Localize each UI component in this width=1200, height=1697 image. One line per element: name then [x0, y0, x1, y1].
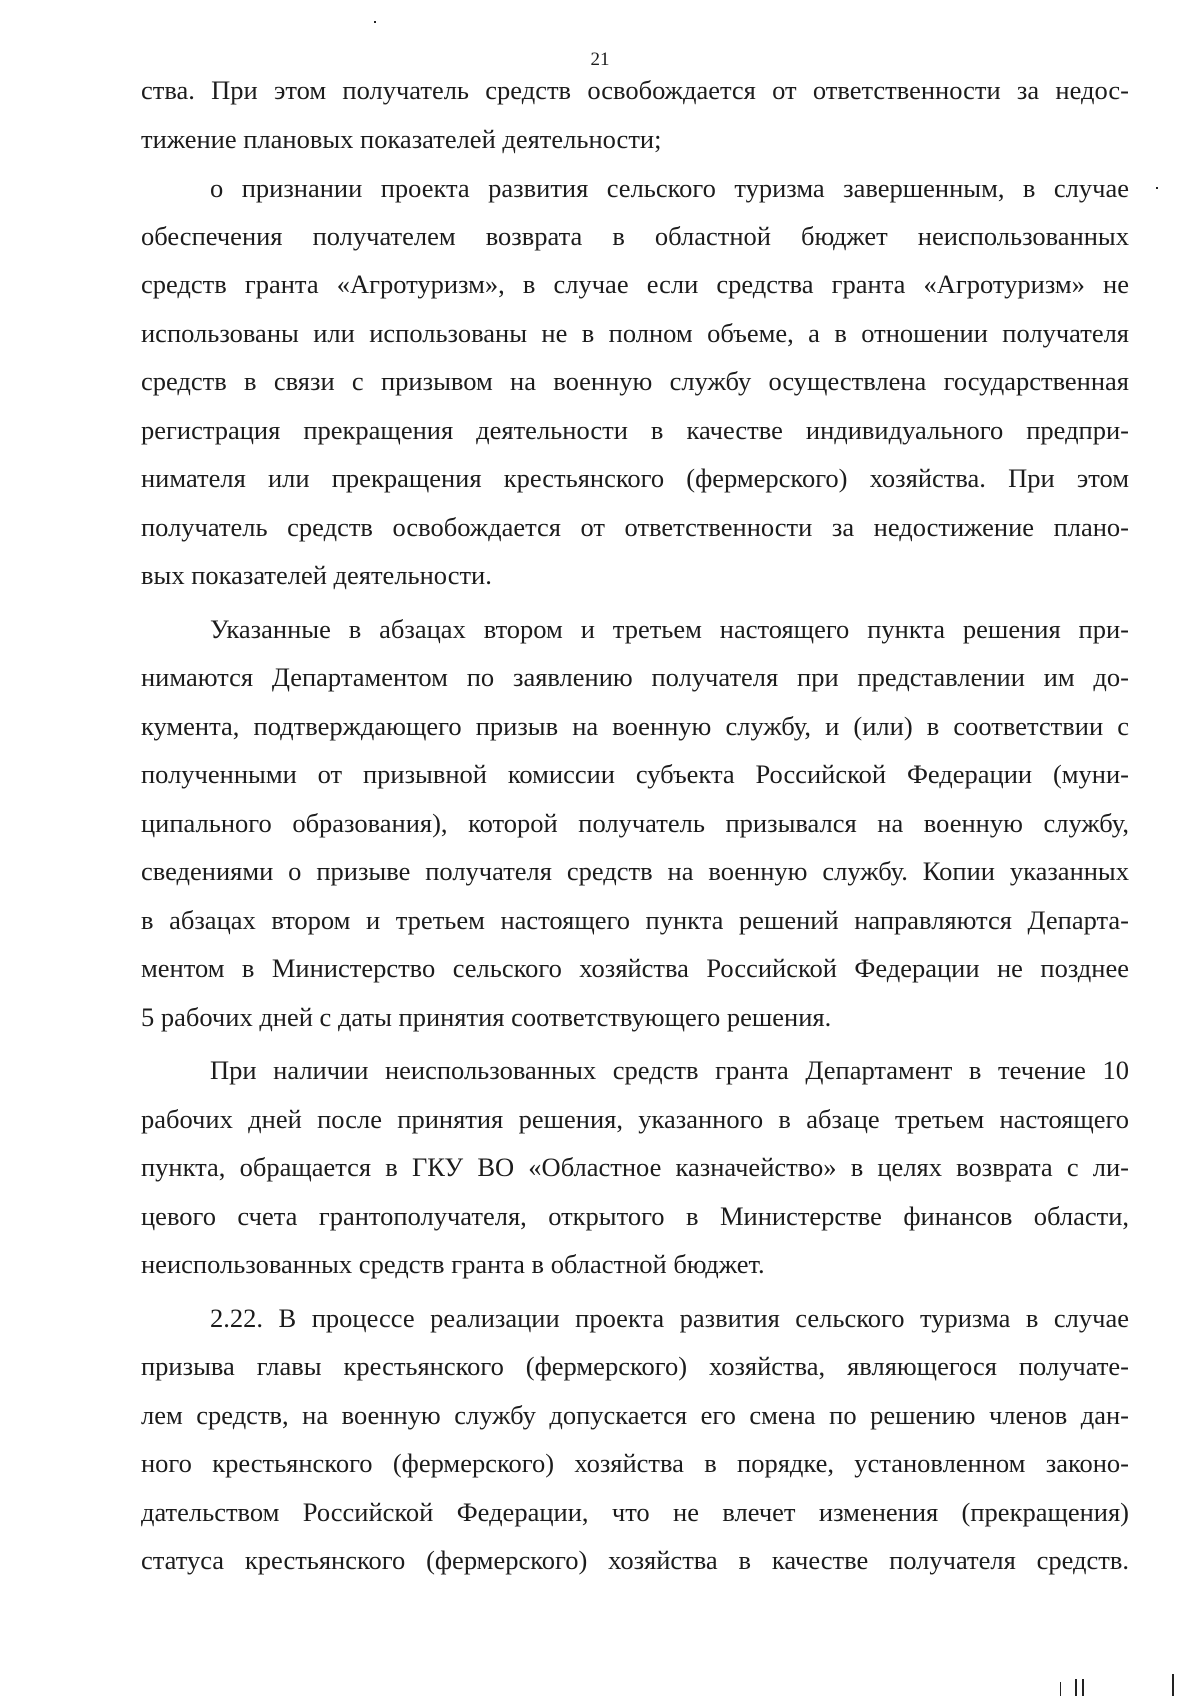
- text-line: Указанные в абзацах втором и третьем настоящего пункта решения при-: [210, 614, 1129, 644]
- text-line: нимателя или прекращения крестьянского (фермерского) хозяйства. При этом: [141, 463, 1129, 493]
- text-line: сведениями о призыве получателя средств на военную службу. Копии указанных: [141, 856, 1129, 886]
- text-line: ментом в Министерство сельского хозяйства Российской Федерации не позднее: [141, 953, 1129, 983]
- text-line: получатель средств освобождается от ответственности за недостижение плано-: [141, 512, 1129, 542]
- text-line: вых показателей деятельности.: [141, 560, 492, 590]
- page-number: 21: [590, 49, 610, 70]
- text-line: в абзацах втором и третьем настоящего пункта решений направляются Департа-: [141, 905, 1129, 935]
- scan-mark: [1172, 1674, 1174, 1696]
- text-line: о признании проекта развития сельского туризма завершенным, в случае: [210, 173, 1129, 203]
- text-line: При наличии неиспользованных средств гранта Департамент в течение 10: [210, 1055, 1129, 1085]
- text-line: рабочих дней после принятия решения, указанного в абзаце третьем настоящего: [141, 1104, 1129, 1134]
- text-line: призыва главы крестьянского (фермерского) хозяйства, являющегося получате-: [141, 1351, 1129, 1381]
- text-line: средств в связи с призывом на военную службу осуществлена государственная: [141, 366, 1129, 396]
- text-line: цевого счета грантополучателя, открытого в Министерстве финансов области,: [141, 1201, 1129, 1231]
- text-line: ства. При этом получатель средств освобождается от ответственности за недос-: [141, 75, 1129, 105]
- text-line: статуса крестьянского (фермерского) хозяйства в качестве получателя средств.: [141, 1545, 1129, 1575]
- text-line: обеспечения получателем возврата в областной бюджет неиспользованных: [141, 221, 1129, 251]
- text-line: неиспользованных средств гранта в областной бюджет.: [141, 1249, 765, 1279]
- text-line: использованы или использованы не в полном объеме, а в отношении получателя: [141, 318, 1129, 348]
- text-line: регистрация прекращения деятельности в качестве индивидуального предпри-: [141, 415, 1129, 445]
- text-line: дательством Российской Федерации, что не влечет изменения (прекращения): [141, 1497, 1129, 1527]
- text-line: ного крестьянского (фермерского) хозяйства в порядке, установленном законо-: [141, 1448, 1129, 1478]
- text-line: средств гранта «Агротуризм», в случае если средства гранта «Агротуризм» не: [141, 269, 1129, 299]
- text-line: тижение плановых показателей деятельности;: [141, 124, 662, 154]
- text-line: кумента, подтверждающего призыв на военную службу, и (или) в соответствии с: [141, 711, 1129, 741]
- text-line: 2.22. В процессе реализации проекта развития сельского туризма в случае: [210, 1303, 1129, 1333]
- scan-mark: [1060, 1682, 1061, 1696]
- text-line: пункта, обращается в ГКУ ВО «Областное казначейство» в целях возврата с ли-: [141, 1152, 1129, 1182]
- scan-mark: [1082, 1679, 1084, 1696]
- text-line: 5 рабочих дней с даты принятия соответствующего решения.: [141, 1002, 832, 1032]
- text-line: нимаются Департаментом по заявлению получателя при представлении им до-: [141, 662, 1129, 692]
- text-line: ципального образования), которой получатель призывался на военную службу,: [141, 808, 1129, 838]
- scan-mark: [1075, 1679, 1077, 1696]
- text-line: полученными от призывной комиссии субъекта Российской Федерации (муни-: [141, 759, 1129, 789]
- scan-speck: [1156, 187, 1158, 189]
- scan-speck: [374, 21, 376, 23]
- text-line: лем средств, на военную службу допускается его смена по решению членов дан-: [141, 1400, 1129, 1430]
